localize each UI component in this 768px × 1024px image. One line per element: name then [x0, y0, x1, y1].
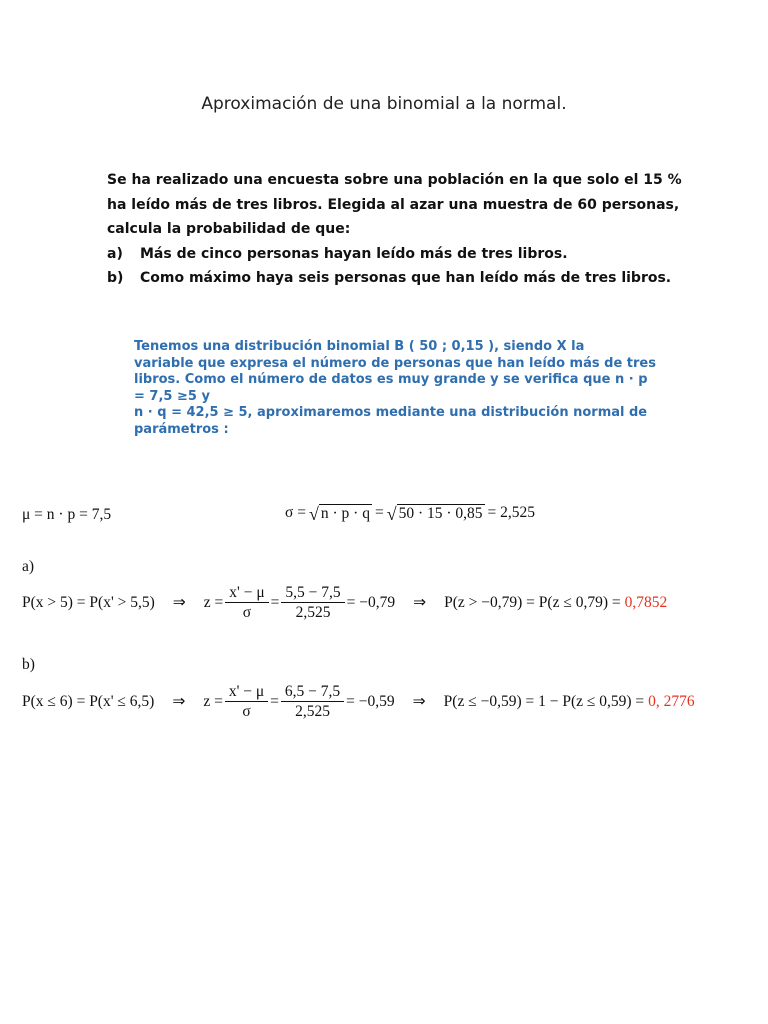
- page-title: Aproximación de una binomial a la normal.: [201, 94, 567, 114]
- z-value: = −0,59: [346, 692, 395, 710]
- problem-statement: [107, 168, 687, 291]
- fraction-denominator: σ: [242, 604, 252, 621]
- part-b-label: b): [22, 656, 35, 673]
- sigma-result: = 2,525: [487, 504, 536, 521]
- problem-line: ha leído más de tres libros. Elegida al azar una muestra de 60 personas,: [107, 196, 680, 213]
- implies-arrow-icon: ⇒: [172, 594, 186, 611]
- option-text: Más de cinco personas hayan leído más de tres libros.: [140, 245, 568, 262]
- sqrt-expression: [387, 504, 485, 522]
- solution-line: Tenemos una distribución binomial B ( 50 ; 0,15 ), siendo X la: [134, 339, 585, 354]
- z-lhs: z =: [203, 692, 223, 710]
- solution-explanation: [134, 339, 674, 438]
- solution-line: n · q = 42,5 ≥ 5, aproximaremos mediante una distribución normal de: [134, 405, 648, 420]
- fraction-denominator: 2,525: [295, 703, 330, 720]
- problem-option-a: [107, 242, 687, 267]
- option-text: Como máximo haya seis personas que han leído más de tres libros.: [140, 270, 672, 286]
- probability-expression: P(x ≤ 6) = P(x' ≤ 6,5): [22, 692, 155, 710]
- sqrt-icon: √: [386, 504, 397, 524]
- fraction-numerator: 5,5 − 7,5: [281, 584, 344, 603]
- sqrt-radicand: 50 · 15 · 0,85: [398, 505, 483, 522]
- equals-sign: =: [374, 504, 384, 521]
- sqrt-radicand: n · p · q: [320, 505, 370, 522]
- sigma-formula: [285, 504, 535, 522]
- part-a-equation: [22, 584, 667, 621]
- result-value: 0,7852: [624, 593, 668, 611]
- fraction-denominator: 2,525: [295, 604, 331, 621]
- option-label: a): [107, 245, 123, 262]
- sqrt-icon: √: [308, 504, 319, 524]
- implies-arrow-icon: ⇒: [413, 594, 427, 611]
- implies-arrow-icon: ⇒: [412, 693, 426, 710]
- fraction-numerator: x' − μ: [225, 584, 268, 603]
- standardization-fraction: [225, 584, 268, 621]
- standardization-fraction: [225, 683, 268, 720]
- part-a-label: a): [22, 558, 35, 575]
- solution-line: libros. Como el número de datos es muy grande y se verifica que n · p: [134, 372, 648, 387]
- result-value: 0, 2776: [648, 692, 695, 710]
- option-label: b): [107, 270, 124, 286]
- solution-line: variable que expresa el número de personas que han leído más de tres: [134, 355, 656, 371]
- problem-line: calcula la probabilidad de que:: [107, 221, 351, 237]
- equals-sign: =: [270, 692, 279, 710]
- sqrt-expression: [309, 504, 372, 522]
- sigma-lhs: σ =: [285, 504, 306, 521]
- fraction-numerator: 6,5 − 7,5: [281, 683, 344, 702]
- value-fraction: [281, 584, 344, 621]
- result-expression: P(z ≤ −0,59) = 1 − P(z ≤ 0,59) =: [443, 692, 645, 710]
- problem-line: Se ha realizado una encuesta sobre una población en la que solo el 15 %: [107, 172, 682, 188]
- solution-line: = 7,5 ≥5 y: [134, 388, 210, 404]
- fraction-denominator: σ: [242, 703, 251, 720]
- value-fraction: [281, 683, 344, 720]
- equals-sign: =: [270, 593, 280, 611]
- fraction-numerator: x' − μ: [225, 683, 268, 702]
- implies-arrow-icon: ⇒: [172, 693, 186, 710]
- solution-line: parámetros :: [134, 421, 229, 437]
- probability-expression: P(x > 5) = P(x' > 5,5): [22, 593, 155, 611]
- part-b-equation: [22, 683, 695, 720]
- z-lhs: z =: [203, 593, 224, 611]
- mu-formula: μ = n · p = 7,5: [22, 506, 112, 523]
- result-expression: P(z > −0,79) = P(z ≤ 0,79) =: [444, 593, 621, 611]
- problem-option-b: [107, 266, 687, 291]
- z-value: = −0,79: [346, 593, 396, 611]
